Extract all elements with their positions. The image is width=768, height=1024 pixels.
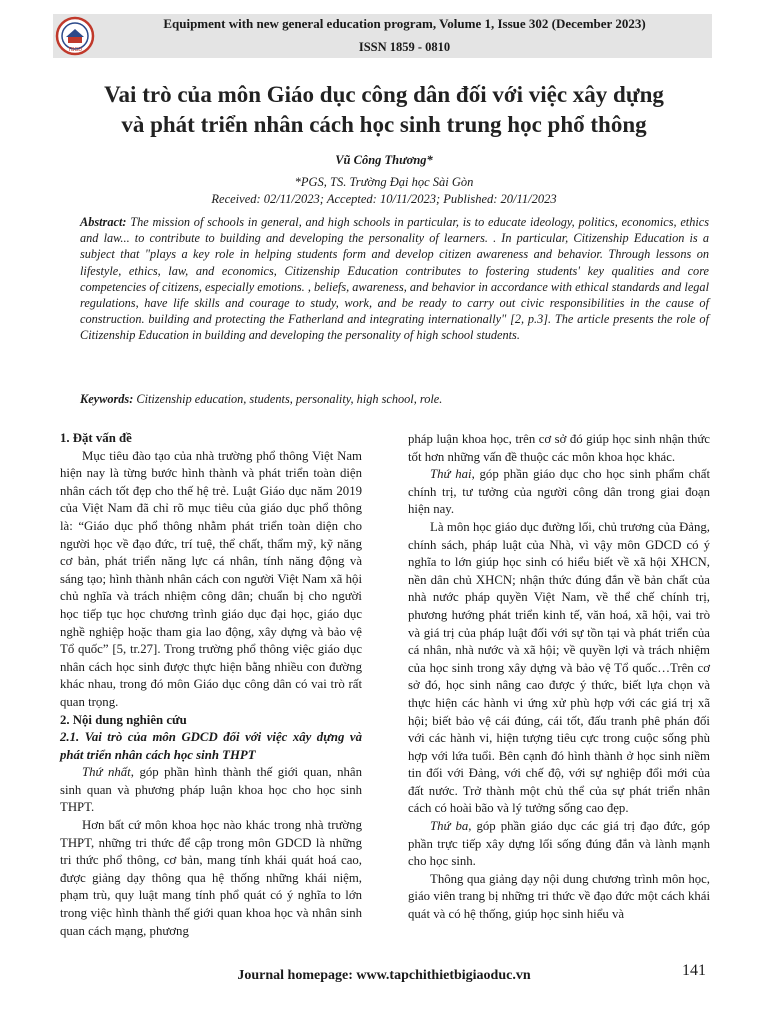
paragraph: Hơn bất cứ môn khoa học nào khác trong nhà trường THPT, những tri thức để cập trong môn GDCD là những tri thức phổ thông, cơ bản, mang tính khái quát hoá cao, được giảng dạy thông qua hệ thống những khái niệm, phạm trù, quy luật mang tính phổ quát có ý nghĩa to lớn trong việc hình thành thế giới quan khoa học và nhân sinh quan cách mạng, phương <box>60 818 362 938</box>
keywords-text: Citizenship education, students, personality, high school, role. <box>136 392 443 406</box>
section-heading-1: 1. Đặt vấn đề <box>60 431 132 445</box>
journal-logo-icon <box>53 14 97 58</box>
article-title <box>40 80 728 140</box>
logo-text: TBGD <box>67 47 83 53</box>
journal-homepage: Journal homepage: www.tapchithietbigiaoduc.vn <box>237 968 531 983</box>
paragraph-lead: Thứ hai <box>430 467 472 482</box>
keywords <box>80 392 709 407</box>
paragraph: Là môn học giáo dục đường lối, chủ trương của Đảng, chính sách, pháp luật của Nhà, vì vậy môn GDCD có ý nghĩa to lớn giúp học sinh có hiểu biết về xã hội XHCN, nền dân chủ XHCN; nhận thức đúng đắn về bản chất của nhà nước pháp quyền Việt Nam, về thể chế chính trị, phương hướng phát triển kinh tế, văn hoá, xã hội, vai trò và giá trị của pháp luật đối với sự tồn tại và phát triển của cá nhân, nhà nước và xã hội; về quyền lợi và trách nhiệm của học sinh trong xây dựng và bảo vệ Tổ quốc…Trên cơ sở đó, học sinh nâng cao được ý thức, biết lựa chọn và thực hiện các hành vi ứng xử phù hợp với các giá trị xã hội; biết bảo vệ cái đúng, cái tốt, đấu tranh phê phán đối với các hành vi, hiện tượng tiêu cực trong cuộc sống phù hợp với lứa tuổi. Bên cạnh đó hình thành ở học sinh niềm tin đối với Đảng, với chế độ, với sự nghiệp đổi mới của đất nước. Trở thành một chủ thể của sự phát triển nhân cách có hoài bão và lý tưởng sống cao đẹp. <box>408 519 710 816</box>
abstract-text: The mission of schools in general, and high schools in particular, is to educate ideology, politics, economics, ethics and law... to contribute to building and developing the personality of learners. . In particular, Citizenship Education is a subject that "plays a key role in helping students form and develop citizen awareness and behavior. Through lessons on lifestyle, ethics, law, and economics, Citizenship Education contributes to fostering students' key qualities and core competencies of citizens, especially emotions. , beliefs, awareness, and behavior in accordance with ethical standards and legal regulations, have life skills and courage to study, work, and be ready to carry out civic responsibilities in the cause of construction. building and protecting the Fatherland and integrating internationally" [2, p.3]. The article presents the role of Citizenship Education in building and developing the personality of high school students. <box>80 215 709 343</box>
paragraph-text: , góp phần giáo dục các giá trị đạo đức, góp phần trực tiếp xây dựng lối sống đúng đắn và lành mạnh cho học sinh. <box>408 819 710 869</box>
abstract-label: Abstract: <box>80 215 127 229</box>
paragraph <box>408 466 710 519</box>
page-number: 141 <box>682 962 706 979</box>
abstract <box>80 214 709 344</box>
author: Vũ Công Thương* <box>335 153 433 167</box>
title-line-1: Vai trò của môn Giáo dục công dân đối với việc xây dựng <box>104 82 664 107</box>
paragraph: Mục tiêu đào tạo của nhà trường phổ thông Việt Nam hiện nay là từng bước hình thành và phát triển toàn diện nhân cách tốt đẹp cho thế hệ trẻ. Luật Giáo dục năm 2019 của Việt Nam đã chỉ rõ mục tiêu của giáo dục phổ thông là: “Giáo dục phổ thông nhằm phát triển toàn diện cho người học về đạo đức, trí tuệ, thể chất, thẩm mỹ, kỹ năng cơ bản, phát triển năng lực cá nhân, tính năng động và sáng tạo; hình thành nhân cách con người Việt Nam xã hội chủ nghĩa và trách nhiệm công dân; chuẩn bị cho người học tiếp tục học chương trình giáo dục đại học, giáo dục nghề nghiệp hoặc tham gia lao động, xây dựng và bảo vệ Tổ quốc” [5, tr.27]. Trong trường phổ thông việc giáo dục nhân cách học sinh được thực hiện bằng nhiều con đường khác nhau, trong đó môn Giáo dục công dân có vai trò rất quan trọng. <box>60 448 362 709</box>
left-column <box>60 430 362 940</box>
title-line-2: và phát triển nhân cách học sinh trung học phổ thông <box>121 112 647 137</box>
keywords-label: Keywords: <box>80 392 134 406</box>
subsection-heading: 2.1. Vai trò của môn GDCD đối với việc xây dựng và phát triển nhân cách học sinh THPT <box>60 730 362 762</box>
issn: ISSN 1859 - 0810 <box>358 40 451 54</box>
paragraph-lead: Thứ ba <box>430 819 469 834</box>
right-column <box>408 431 710 924</box>
paragraph-text: , góp phần giáo dục cho học sinh phẩm chất chính trị, tư tưởng của người công dân trong giai đoạn hiện nay. <box>408 467 711 517</box>
paragraph-lead: Thứ nhất <box>82 765 131 780</box>
paragraph-text: , góp phần hình thành thế giới quan, nhân sinh quan và phương pháp luận khoa học cho học sinh THPT. <box>60 765 363 815</box>
section-heading-2: 2. Nội dung nghiên cứu <box>60 712 187 727</box>
paragraph <box>60 764 362 817</box>
paragraph: Thông qua giảng dạy nội dung chương trình môn học, giáo viên trang bị những tri thức về đạo đức một cách khái quát và có hệ thống, giúp học sinh hiểu và <box>408 871 710 922</box>
publication-dates: Received: 02/11/2023; Accepted: 10/11/2023; Published: 20/11/2023 <box>211 192 557 206</box>
journal-name: Equipment with new general education program, Volume 1, Issue 302 (December 2023) <box>163 16 646 31</box>
affiliation: *PGS, TS. Trường Đại học Sài Gòn <box>294 175 474 189</box>
paragraph: pháp luận khoa học, trên cơ sở đó giúp học sinh nhận thức tốt hơn những vấn đề thuộc các môn khoa học khác. <box>408 432 710 464</box>
paragraph <box>408 818 710 871</box>
